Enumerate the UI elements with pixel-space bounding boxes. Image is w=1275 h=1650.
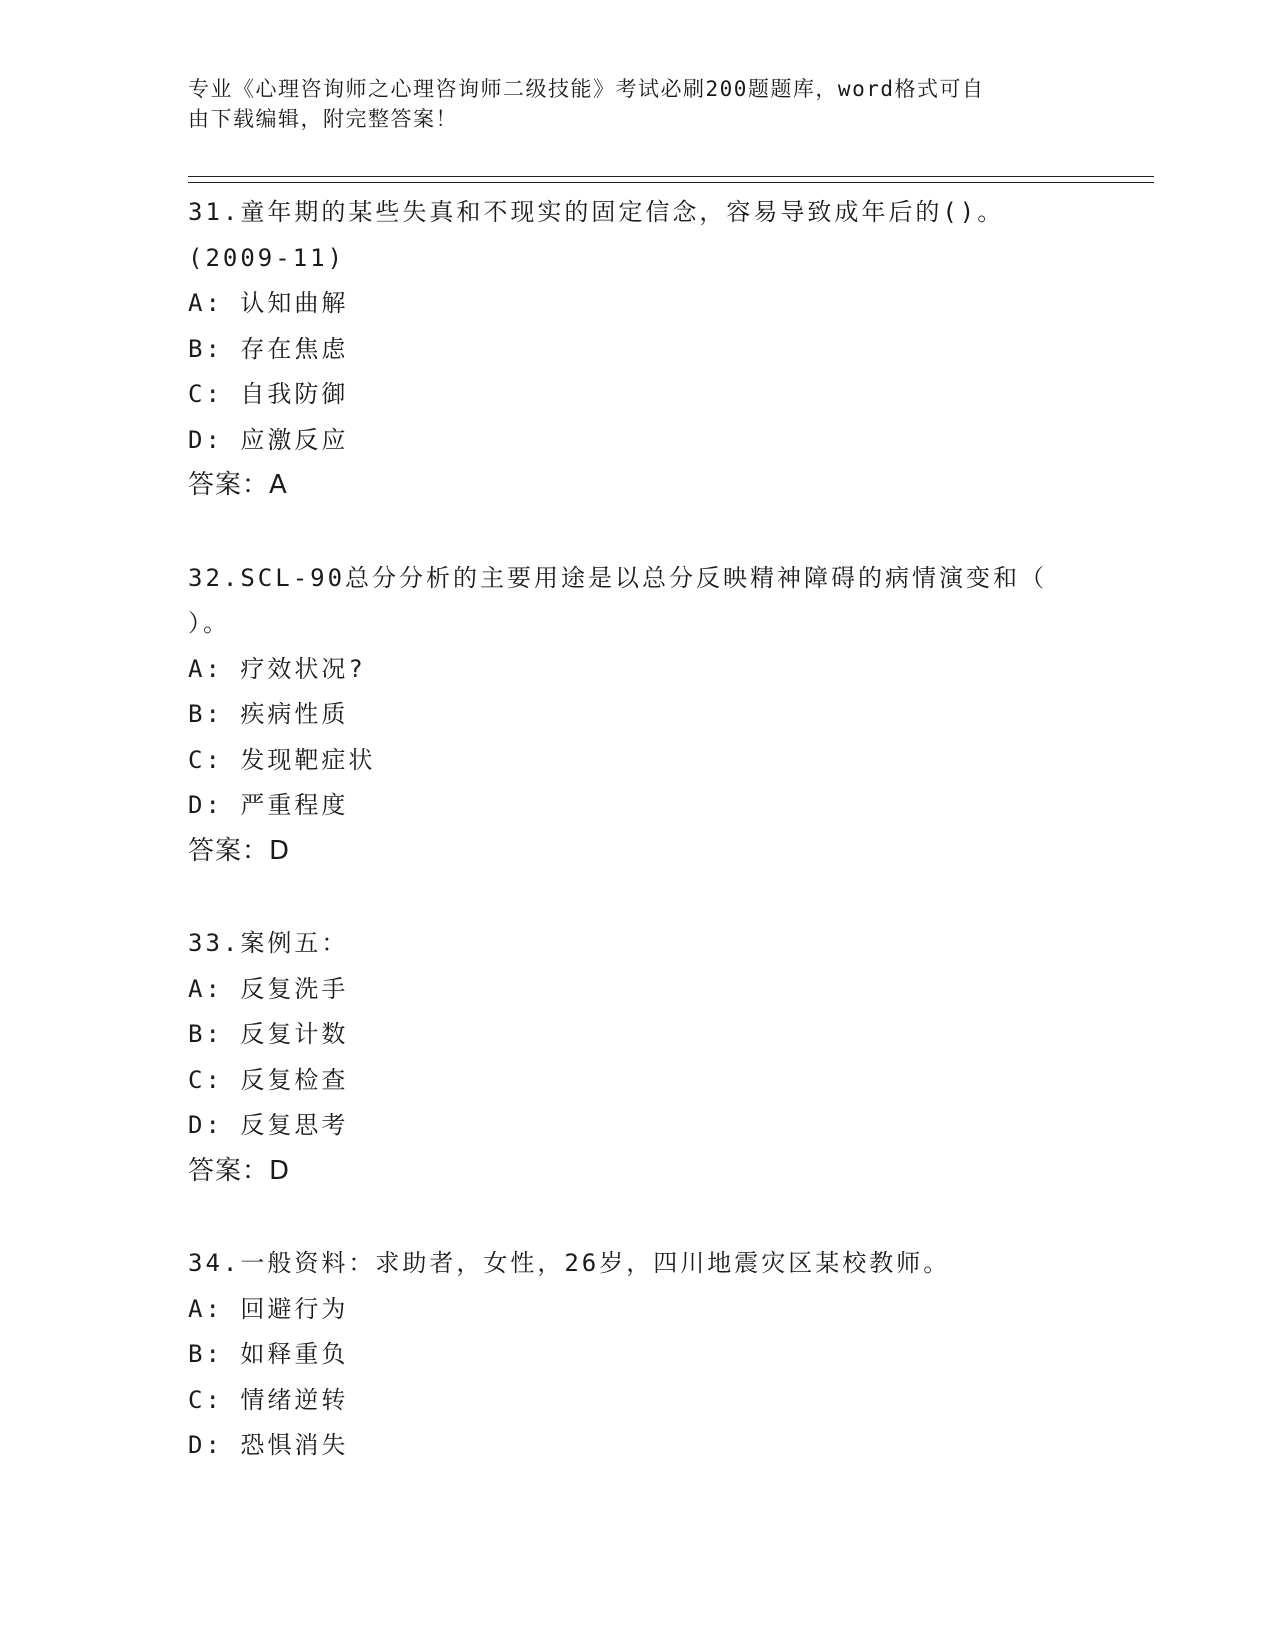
question-spacer	[188, 1194, 1088, 1241]
option-b: B: 反复计数	[188, 1020, 349, 1048]
question-stem: 31.童年期的某些失真和不现实的固定信念，容易导致成年后的()。	[188, 198, 1005, 226]
header-divider-bottom	[188, 182, 1154, 183]
document-header	[188, 74, 1068, 134]
header-line-2: 由下载编辑，附完整答案！	[188, 107, 458, 131]
option-b: B: 存在焦虑	[188, 334, 349, 363]
question-stem: 34.一般资料：求助者，女性，26岁，四川地震灾区某校教师。	[188, 1249, 951, 1277]
header-divider-top	[188, 176, 1154, 177]
question-stem: 32.SCL-90总分分析的主要用途是以总分反映精神障碍的病情演变和（	[188, 563, 1048, 592]
answer-line: 答案：D	[188, 835, 291, 866]
option-d: D: 反复思考	[188, 1111, 349, 1139]
option-a: A: 反复洗手	[188, 974, 349, 1003]
option-c: C: 发现靶症状	[188, 745, 376, 774]
option-d: D: 恐惧消失	[188, 1431, 349, 1459]
option-c: C: 反复检查	[188, 1065, 349, 1094]
option-c: C: 自我防御	[188, 380, 349, 408]
option-b: B: 如释重负	[188, 1340, 349, 1368]
option-c: C: 情绪逆转	[188, 1385, 349, 1414]
option-a: A: 疗效状况?	[188, 654, 366, 683]
question-33	[188, 921, 1088, 1194]
question-stem: 33.案例五：	[188, 929, 349, 957]
question-32	[188, 556, 1088, 875]
option-d: D: 严重程度	[188, 791, 349, 819]
question-list	[188, 190, 1088, 1469]
answer-line: 答案：D	[188, 1155, 291, 1186]
option-b: B: 疾病性质	[188, 700, 349, 728]
question-34	[188, 1241, 1088, 1469]
answer-line: 答案：A	[188, 470, 288, 500]
question-spacer	[188, 874, 1088, 921]
option-a: A: 回避行为	[188, 1294, 349, 1323]
header-line-1: 专业《心理咨询师之心理咨询师二级技能》考试必刷200题题库，word格式可自	[188, 77, 985, 101]
option-a: A: 认知曲解	[188, 289, 349, 317]
question-31	[188, 190, 1088, 509]
option-d: D: 应激反应	[188, 425, 349, 454]
question-stem-continued: ）。	[188, 609, 230, 637]
question-stem-continued: (2009-11)	[188, 243, 346, 272]
question-spacer	[188, 509, 1088, 556]
